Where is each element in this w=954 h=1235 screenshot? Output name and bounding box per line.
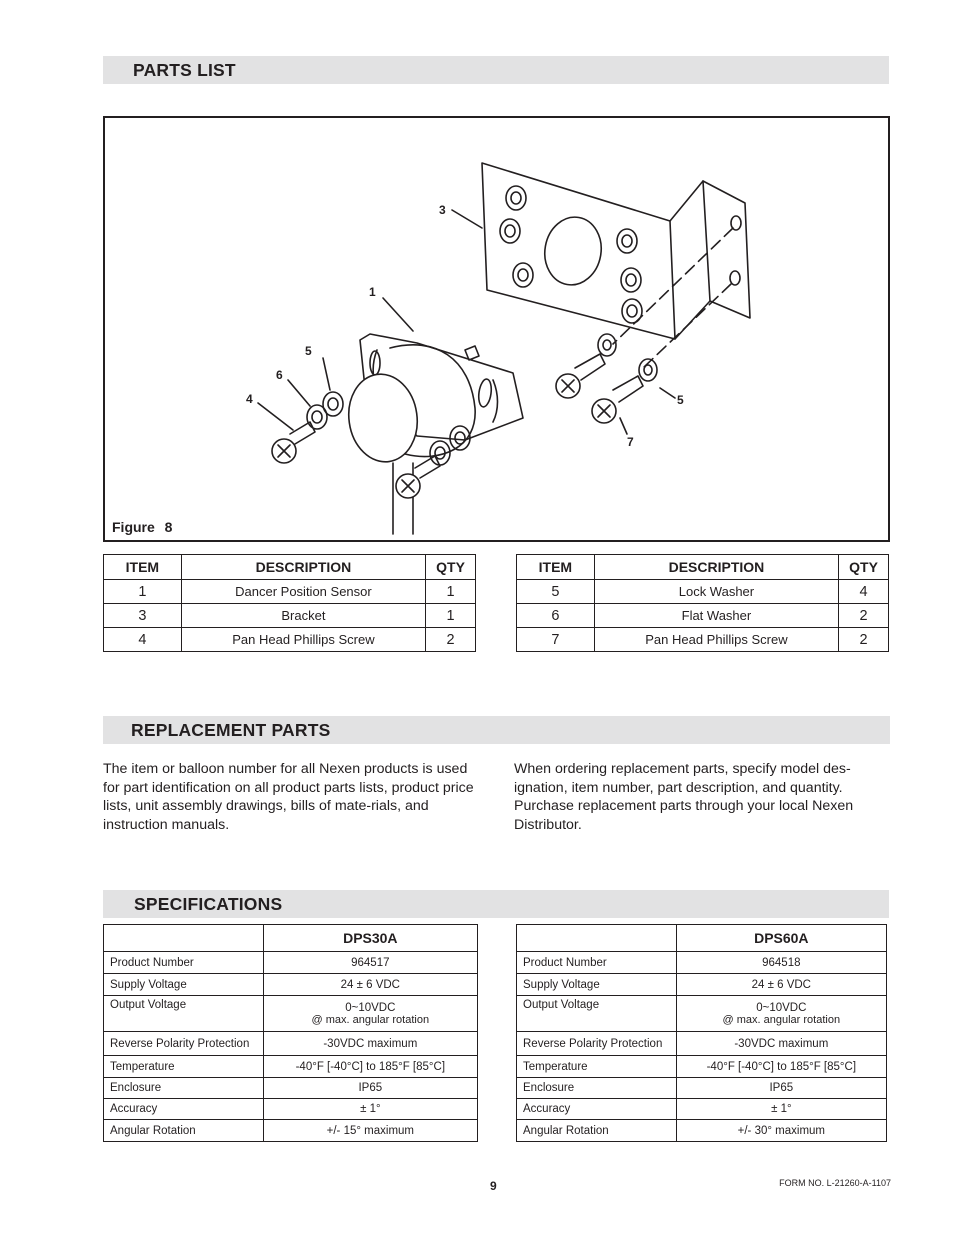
table-row — [104, 996, 478, 1032]
qty-cell: 1 — [426, 604, 476, 628]
table-row — [517, 1099, 887, 1120]
spec-label: Temperature — [104, 1056, 264, 1078]
description-cell: Bracket — [181, 604, 425, 628]
figure-caption — [112, 519, 172, 535]
item-header: ITEM — [104, 555, 182, 580]
qty-cell: 1 — [426, 580, 476, 604]
item-cell: 3 — [104, 604, 182, 628]
spec-value: -40°F [-40°C] to 185°F [85°C] — [676, 1056, 886, 1078]
description-cell: Flat Washer — [594, 604, 838, 628]
spec-value: 24 ± 6 VDC — [263, 974, 477, 996]
callout-5-left: 5 — [305, 344, 312, 358]
spec-value: IP65 — [263, 1078, 477, 1099]
table-row — [104, 1056, 478, 1078]
table-row — [517, 952, 887, 974]
spec-header-row — [517, 925, 887, 952]
table-row — [517, 1120, 887, 1142]
table-row — [517, 580, 889, 604]
spec-value-note: @ max. angular rotation — [722, 1013, 841, 1026]
spec-value: 24 ± 6 VDC — [676, 974, 886, 996]
callout-5-right: 5 — [677, 393, 684, 407]
table-row — [104, 1099, 478, 1120]
figure-8 — [103, 116, 890, 542]
parts-table-right — [516, 554, 889, 652]
spec-value: +/- 15° maximum — [263, 1120, 477, 1142]
spec-label: Accuracy — [104, 1099, 264, 1120]
qty-cell: 4 — [839, 580, 889, 604]
spec-value-multiline — [263, 996, 477, 1032]
spec-table-left — [103, 924, 478, 1142]
item-cell: 6 — [517, 604, 595, 628]
page-number: 9 — [490, 1179, 497, 1193]
spec-value: 0~10VDC — [756, 1001, 807, 1014]
item-cell: 1 — [104, 580, 182, 604]
item-header: ITEM — [517, 555, 595, 580]
qty-cell: 2 — [839, 628, 889, 652]
description-cell: Pan Head Phillips Screw — [181, 628, 425, 652]
spec-value: 964518 — [676, 952, 886, 974]
spec-label: Output Voltage — [517, 996, 677, 1032]
spec-label: Product Number — [104, 952, 264, 974]
spec-label: Enclosure — [104, 1078, 264, 1099]
parts-list-header — [103, 56, 889, 84]
replacement-parts-title: REPLACEMENT PARTS — [131, 720, 331, 740]
spec-label: Temperature — [517, 1056, 677, 1078]
parts-list-title: PARTS LIST — [133, 60, 236, 80]
specifications-header — [103, 890, 889, 918]
spec-value: 964517 — [263, 952, 477, 974]
table-row — [517, 996, 887, 1032]
spec-label: Accuracy — [517, 1099, 677, 1120]
table-row — [517, 1078, 887, 1099]
spec-label: Angular Rotation — [517, 1120, 677, 1142]
spec-label: Reverse Polarity Protection — [104, 1032, 264, 1056]
table-row — [104, 952, 478, 974]
table-row — [517, 1056, 887, 1078]
callout-4: 4 — [246, 392, 253, 406]
table-row — [104, 628, 476, 652]
table-row — [104, 974, 478, 996]
spec-label: Angular Rotation — [104, 1120, 264, 1142]
table-header-row — [104, 555, 476, 580]
spec-label: Output Voltage — [104, 996, 264, 1032]
item-cell: 4 — [104, 628, 182, 652]
description-cell: Dancer Position Sensor — [181, 580, 425, 604]
table-row — [104, 1120, 478, 1142]
spec-header-row — [104, 925, 478, 952]
spec-value: ± 1° — [676, 1099, 886, 1120]
spec-value: -30VDC maximum — [263, 1032, 477, 1056]
callout-6: 6 — [276, 368, 283, 382]
spec-value-note: @ max. angular rotation — [311, 1013, 430, 1026]
callout-7: 7 — [627, 435, 634, 449]
description-header: DESCRIPTION — [594, 555, 838, 580]
item-cell: 5 — [517, 580, 595, 604]
model-header: DPS60A — [676, 925, 886, 952]
form-number: FORM NO. L-21260-A-1107 — [779, 1178, 891, 1188]
table-row — [517, 628, 889, 652]
table-row — [517, 974, 887, 996]
spec-blank-header — [104, 925, 264, 952]
bracket-shape — [482, 163, 675, 339]
callout-3: 3 — [439, 203, 446, 217]
qty-header: QTY — [426, 555, 476, 580]
spec-label: Reverse Polarity Protection — [517, 1032, 677, 1056]
table-row — [104, 1032, 478, 1056]
spec-blank-header — [517, 925, 677, 952]
spec-label: Supply Voltage — [104, 974, 264, 996]
replacement-parts-header — [103, 716, 890, 744]
spec-label: Product Number — [517, 952, 677, 974]
callout-1: 1 — [369, 285, 376, 299]
spec-value: 0~10VDC — [345, 1001, 396, 1014]
spec-table-right — [516, 924, 887, 1142]
spec-label: Supply Voltage — [517, 974, 677, 996]
table-row — [517, 604, 889, 628]
table-row — [104, 580, 476, 604]
model-header: DPS30A — [263, 925, 477, 952]
parts-table-left — [103, 554, 476, 652]
spec-value: -40°F [-40°C] to 185°F [85°C] — [263, 1056, 477, 1078]
spec-value: +/- 30° maximum — [676, 1120, 886, 1142]
figure-number: 8 — [164, 519, 173, 535]
table-row — [104, 604, 476, 628]
description-cell: Lock Washer — [594, 580, 838, 604]
qty-cell: 2 — [839, 604, 889, 628]
spec-value-multiline — [676, 996, 886, 1032]
table-row — [104, 1078, 478, 1099]
spec-value: IP65 — [676, 1078, 886, 1099]
table-header-row — [517, 555, 889, 580]
qty-header: QTY — [839, 555, 889, 580]
exploded-view-drawing — [105, 118, 888, 540]
specifications-title: SPECIFICATIONS — [134, 894, 283, 914]
spec-value: -30VDC maximum — [676, 1032, 886, 1056]
replacement-paragraph-right: When ordering replacement parts, specify model des-ignation, item number, part description, and quantity. Purchase replacement parts through your local Nexen Distributor. — [514, 761, 854, 833]
table-row — [517, 1032, 887, 1056]
item-cell: 7 — [517, 628, 595, 652]
description-cell: Pan Head Phillips Screw — [594, 628, 838, 652]
spec-value: ± 1° — [263, 1099, 477, 1120]
figure-label: Figure — [112, 519, 155, 535]
spec-label: Enclosure — [517, 1078, 677, 1099]
description-header: DESCRIPTION — [181, 555, 425, 580]
qty-cell: 2 — [426, 628, 476, 652]
replacement-paragraph-left: The item or balloon number for all Nexen products is used for part identification on all product parts lists, product price lists, unit assembly drawings, bills of mate-rials, and instruction manuals. — [103, 761, 474, 833]
